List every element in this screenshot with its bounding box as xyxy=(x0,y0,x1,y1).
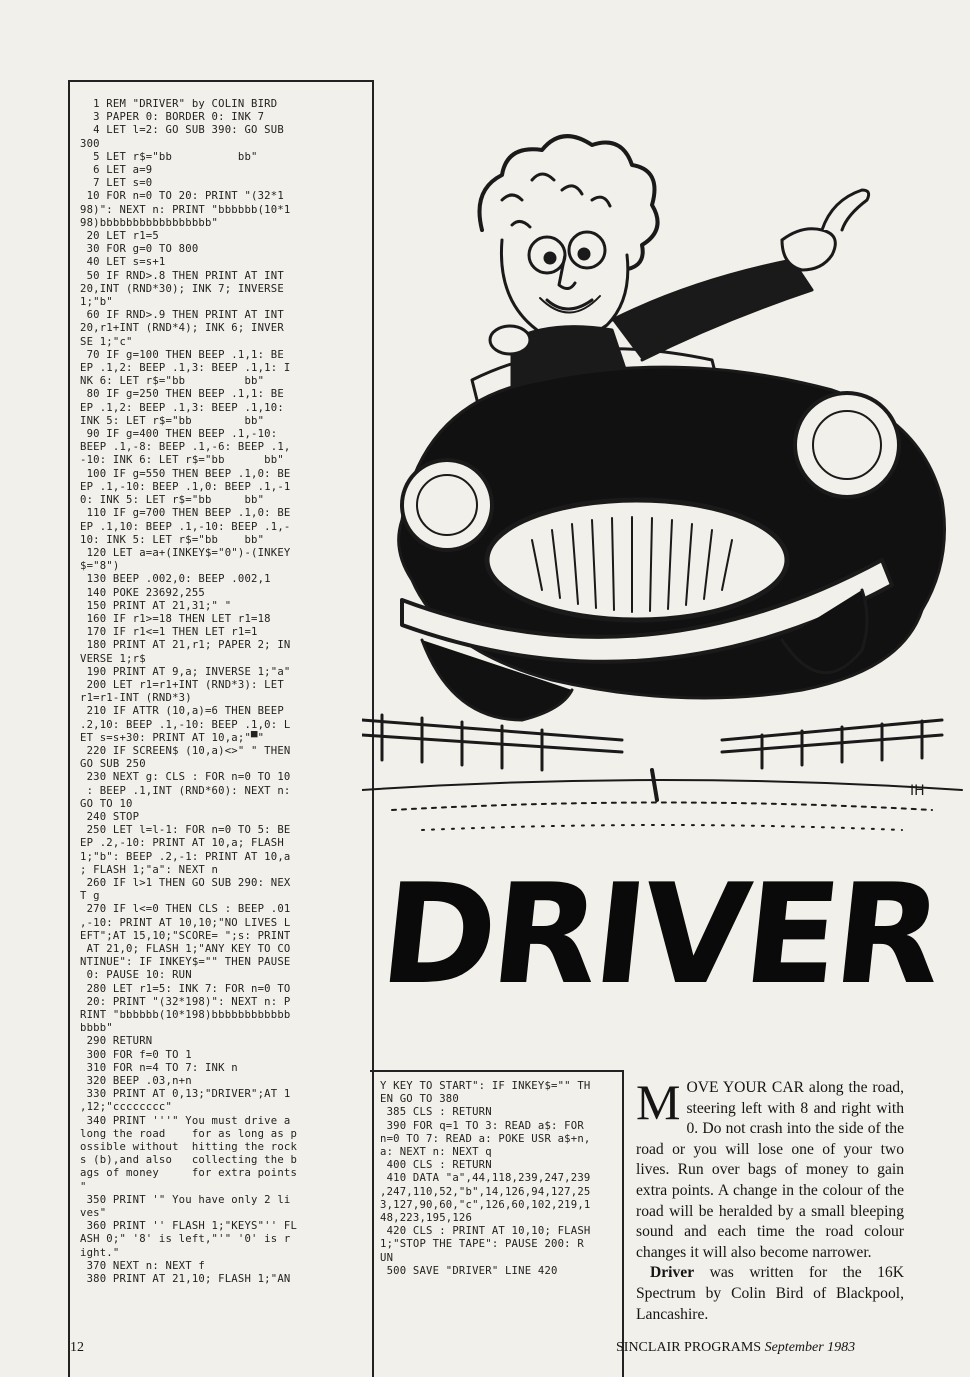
driver-arm xyxy=(612,190,869,360)
code-line: 180 PRINT AT 21,r1; PAPER 2; IN xyxy=(80,639,291,652)
code-line: 90 IF g=400 THEN BEEP .1,-10: xyxy=(80,428,278,441)
code-line: 210 IF ATTR (10,a)=6 THEN BEEP xyxy=(80,705,284,718)
code-line: UN xyxy=(380,1251,394,1264)
code-line: $="8") xyxy=(80,560,120,573)
code-line: 250 LET l=l-1: FOR n=0 TO 5: BE xyxy=(80,824,291,837)
code-line: 3 PAPER 0: BORDER 0: INK 7 xyxy=(80,111,265,124)
code-line: EP .1,-10: BEEP .1,0: BEEP .1,-1 xyxy=(80,480,291,493)
code-line: 1;"b": BEEP .2,-1: PRINT AT 10,a xyxy=(80,850,291,863)
code-line: 6 LET a=9 xyxy=(80,164,153,177)
magazine-name: SINCLAIR PROGRAMS xyxy=(616,1340,762,1355)
running-footer xyxy=(616,1340,855,1356)
code-line: 200 LET r1=r1+INT (RND*3): LET xyxy=(80,678,284,691)
code-line: 410 DATA "a",44,118,239,247,239 xyxy=(380,1172,591,1185)
code-line: n=0 TO 7: READ a: POKE USR a$+n, xyxy=(380,1132,591,1145)
code-line: r1=r1-INT (RND*3) xyxy=(80,692,192,705)
code-line: BEEP .1,-8: BEEP .1,-6: BEEP .1, xyxy=(80,441,291,454)
code-line: 190 PRINT AT 9,a; INVERSE 1;"a" xyxy=(80,665,291,678)
code-line: 10: INK 5: LET r$="bb bb" xyxy=(80,533,265,546)
code-line: 3,127,90,60,"c",126,60,102,219,1 xyxy=(380,1198,591,1211)
code-line: a: NEXT n: NEXT q xyxy=(380,1146,492,1159)
code-line: 80 IF g=250 THEN BEEP .1,1: BE xyxy=(80,388,284,401)
code-line: long the road for as long as p xyxy=(80,1127,298,1140)
code-line: 300 FOR f=0 TO 1 xyxy=(80,1048,192,1061)
code-line: 100 IF g=550 THEN BEEP .1,0: BE xyxy=(80,467,291,480)
car-body xyxy=(399,367,945,720)
code-line: ossible without hitting the rock xyxy=(80,1141,298,1154)
artist-signature: IH xyxy=(910,783,925,799)
drop-cap: M xyxy=(636,1074,681,1130)
code-line: RINT "bbbbbb(10*198)bbbbbbbbbbbb xyxy=(80,1009,291,1022)
code-line: 380 PRINT AT 21,10; FLASH 1;"AN xyxy=(80,1273,291,1286)
code-line: GO SUB 250 xyxy=(80,758,146,771)
code-line: 70 IF g=100 THEN BEEP .1,1: BE xyxy=(80,348,284,361)
paragraph-2-text: was written for the 16K Spectrum by Colin Bird of Blackpool, Lancashire. xyxy=(636,1264,904,1323)
code-line: VERSE 1;r$ xyxy=(80,652,146,665)
code-line: 0: PAUSE 10: RUN xyxy=(80,969,192,982)
code-line: ET s=s+30: PRINT AT 10,a;"▀" xyxy=(80,731,265,744)
code-line: GO TO 10 xyxy=(80,797,133,810)
code-line: 48,223,195,126 xyxy=(380,1212,473,1225)
code-line: 370 NEXT n: NEXT f xyxy=(80,1259,205,1272)
article-paragraph-1 xyxy=(636,1074,905,1263)
code-line: " xyxy=(80,1180,87,1193)
code-line: 40 LET s=s+1 xyxy=(80,256,166,269)
code-line: 390 FOR q=1 TO 3: READ a$: FOR xyxy=(380,1119,584,1132)
code-line: ASH 0;" '8' is left,"'" '0' is r xyxy=(80,1233,291,1246)
article-body xyxy=(636,1074,905,1325)
code-line: 280 LET r1=5: INK 7: FOR n=0 TO xyxy=(80,982,291,995)
code-line: bbbb" xyxy=(80,1022,113,1035)
code-line: 230 NEXT g: CLS : FOR n=0 TO 10 xyxy=(80,771,291,784)
article-paragraph-2 xyxy=(636,1263,904,1325)
roadside-fence xyxy=(362,715,942,770)
code-line: : BEEP .1,INT (RND*60): NEXT n: xyxy=(80,784,291,797)
page-number: 12 xyxy=(70,1340,84,1355)
code-line: 350 PRINT '" You have only 2 li xyxy=(80,1193,291,1206)
code-line: 20 LET r1=5 xyxy=(80,230,159,243)
code-line: 1;"STOP THE TAPE": PAUSE 200: R xyxy=(380,1238,584,1251)
code-line: 20: PRINT "(32*198)": NEXT n: P xyxy=(80,995,291,1008)
program-name: Driver xyxy=(650,1264,695,1282)
code-line: 1;"b" xyxy=(80,296,113,309)
code-line: ags of money for extra points xyxy=(80,1167,298,1180)
article-title xyxy=(373,854,962,1015)
code-line: ves" xyxy=(80,1207,107,1220)
code-line: 30 FOR g=0 TO 800 xyxy=(80,243,199,256)
code-line: 140 POKE 23692,255 xyxy=(80,586,205,599)
code-line: ,247,110,52,"b",14,126,94,127,25 xyxy=(380,1185,591,1198)
code-line: EP .2,-10: PRINT AT 10,a; FLASH xyxy=(80,837,284,850)
code-line: 5 LET r$="bb bb" xyxy=(80,150,258,163)
code-line: ight." xyxy=(80,1246,120,1259)
paragraph-1-text: along the road, steering left with 8 and right with 0. Do not crash into the side of the road or you will lose one of your two lives. Run over bags of money to gain extra points. A change in the colour of the road will be heralded by a small bleeping sound and each time the road colour changes it will also become narrower. xyxy=(636,1079,905,1261)
code-line: 170 IF r1<=1 THEN LET r1=1 xyxy=(80,626,258,639)
code-line: 150 PRINT AT 21,31;" " xyxy=(80,599,232,612)
code-line: EP .1,10: BEEP .1,-10: BEEP .1,- xyxy=(80,520,291,533)
code-line: 7 LET s=0 xyxy=(80,177,153,190)
code-line: Y KEY TO START": IF INKEY$="" TH xyxy=(380,1080,591,1092)
code-line: 160 IF r1>=18 THEN LET r1=18 xyxy=(80,612,271,625)
code-line: .2,10: BEEP .1,-10: BEEP .1,0: L xyxy=(80,718,291,731)
driver-face xyxy=(501,232,627,339)
code-line: ,-10: PRINT AT 10,10;"NO LIVES L xyxy=(80,916,291,929)
code-line: 360 PRINT '' FLASH 1;"KEYS"'' FL xyxy=(80,1220,298,1233)
code-line: EN GO TO 380 xyxy=(380,1093,459,1106)
code-line: 290 RETURN xyxy=(80,1035,153,1048)
code-line: NK 6: LET r$="bb bb" xyxy=(80,375,265,388)
lead-caps: OVE YOUR CAR xyxy=(686,1079,804,1096)
code-line: 4 LET l=2: GO SUB 390: GO SUB xyxy=(80,124,284,137)
code-line: ,12;"cccccccc" xyxy=(80,1101,173,1114)
code-line: 110 IF g=700 THEN BEEP .1,0: BE xyxy=(80,507,291,520)
code-line: 220 IF SCREEN$ (10,a)<>" " THEN xyxy=(80,744,291,757)
code-line: NTINUE": IF INKEY$="" THEN PAUSE xyxy=(80,956,291,969)
code-line: 320 BEEP .03,n+n xyxy=(80,1075,192,1088)
code-line: 240 STOP xyxy=(80,810,140,823)
code-line: 20,INT (RND*30); INK 7; INVERSE xyxy=(80,282,284,295)
issue-date: September 1983 xyxy=(764,1340,856,1355)
code-line: EP .1,2: BEEP .1,3: BEEP .1,10: xyxy=(80,401,284,414)
car-illustration xyxy=(362,0,970,850)
code-line: ; FLASH 1;"a": NEXT n xyxy=(80,863,219,876)
code-line: 300 xyxy=(80,137,100,150)
code-line: 98)bbbbbbbbbbbbbbbbb" xyxy=(80,216,219,229)
code-line: 50 IF RND>.8 THEN PRINT AT INT xyxy=(80,269,284,282)
program-listing-right xyxy=(380,1080,591,1278)
code-line: 500 SAVE "DRIVER" LINE 420 xyxy=(380,1264,558,1277)
code-line: 1 REM "DRIVER" by COLIN BIRD xyxy=(80,98,278,110)
code-line: EFT";AT 15,10;"SCORE= ";s: PRINT xyxy=(80,929,291,942)
code-line: AT 21,0; FLASH 1;"ANY KEY TO CO xyxy=(80,943,291,955)
code-line: 385 CLS : RETURN xyxy=(380,1106,492,1119)
code-line: s (b),and also collecting the b xyxy=(80,1154,298,1167)
code-line: INK 5: LET r$="bb bb" xyxy=(80,414,265,427)
code-line: 270 IF l<=0 THEN CLS : BEEP .01 xyxy=(80,903,291,916)
code-line: 260 IF l>1 THEN GO SUB 290: NEX xyxy=(80,876,291,889)
title-text: DRIVER xyxy=(373,854,947,1015)
code-line: 10 FOR n=0 TO 20: PRINT "(32*1 xyxy=(80,190,284,203)
program-listing-left xyxy=(80,98,297,1286)
road xyxy=(362,770,962,830)
code-line: 98)": NEXT n: PRINT "bbbbbb(10*1 xyxy=(80,203,291,216)
code-line: 120 LET a=a+(INKEY$="0")-(INKEY xyxy=(80,546,291,559)
code-line: -10: INK 6: LET r$="bb bb" xyxy=(80,454,284,467)
code-line: 20,r1+INT (RND*4); INK 6; INVER xyxy=(80,322,284,335)
code-line: 340 PRINT '''" You must drive a xyxy=(80,1114,291,1127)
code-line: T g xyxy=(80,890,100,903)
code-line: SE 1;"c" xyxy=(80,335,133,348)
code-line: EP .1,2: BEEP .1,3: BEEP .1,1: I xyxy=(80,362,291,375)
code-line: 130 BEEP .002,0: BEEP .002,1 xyxy=(80,573,271,586)
code-line: 60 IF RND>.9 THEN PRINT AT INT xyxy=(80,309,284,322)
code-line: 310 FOR n=4 TO 7: INK n xyxy=(80,1061,238,1074)
code-line: 330 PRINT AT 0,13;"DRIVER";AT 1 xyxy=(80,1088,291,1101)
code-line: 420 CLS : PRINT AT 10,10; FLASH xyxy=(380,1225,591,1238)
code-line: 400 CLS : RETURN xyxy=(380,1159,492,1172)
code-line: 0: INK 5: LET r$="bb bb" xyxy=(80,494,265,507)
